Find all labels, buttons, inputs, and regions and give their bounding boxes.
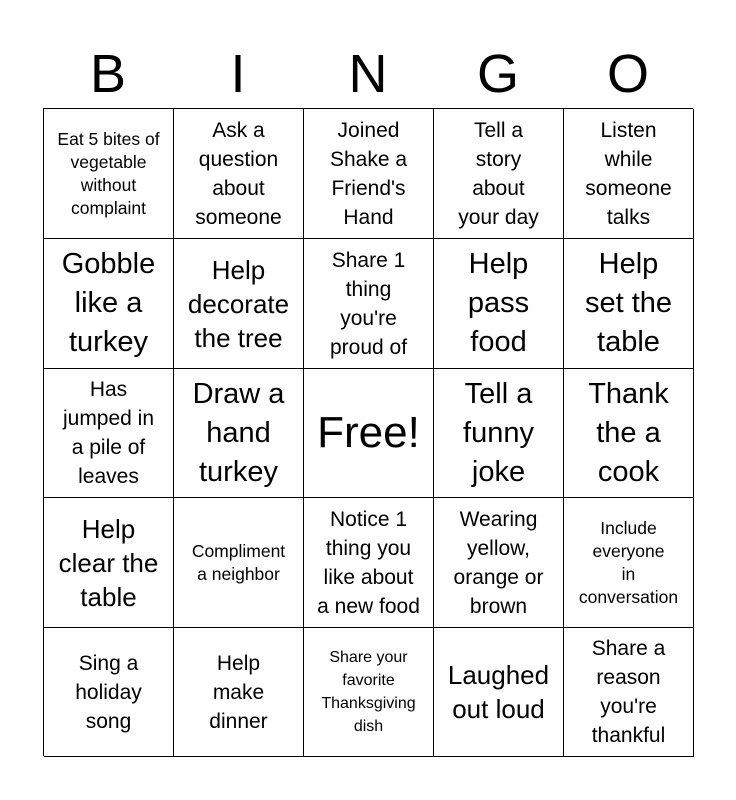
header-letter-n: N (348, 44, 388, 104)
header-letter-i: I (230, 44, 246, 104)
bingo-cell-r5c4[interactable] (434, 628, 564, 757)
bingo-cell-r3c4[interactable] (434, 369, 564, 498)
header-letter-o: O (606, 44, 649, 104)
bingo-cell-r5c3[interactable] (304, 628, 434, 757)
cell-text: Help pass food (467, 248, 530, 358)
bingo-grid (43, 108, 693, 756)
bingo-cell-r1c3[interactable] (304, 109, 434, 239)
cell-text: Listen while someone talks (585, 118, 672, 229)
bingo-cell-r4c4[interactable] (434, 498, 564, 628)
cell-text: Share your favorite Thanksgiving dish (321, 649, 416, 735)
bingo-cell-r2c2[interactable] (174, 239, 304, 369)
bingo-cell-r1c5[interactable] (564, 109, 694, 239)
bingo-cell-r3c2[interactable] (174, 369, 304, 498)
cell-text: Notice 1 thing you like about a new food (317, 507, 420, 618)
cell-text: Joined Shake a Friend's Hand (329, 118, 408, 229)
cell-text: Wearing yellow, orange or brown (453, 507, 544, 618)
cell-text: Help decorate the tree (187, 254, 290, 353)
cell-text: Draw a hand turkey (192, 377, 285, 488)
bingo-cell-r2c3[interactable] (304, 239, 434, 369)
bingo-cell-r4c1[interactable] (44, 498, 174, 628)
bingo-cell-r3c5[interactable] (564, 369, 694, 498)
cell-text: Gobble like a turkey (61, 248, 156, 358)
bingo-cell-r5c2[interactable] (174, 628, 304, 757)
cell-text: Help clear the table (58, 513, 159, 612)
cell-text: Include everyone in conversation (578, 517, 679, 607)
cell-text: Share 1 thing you're proud of (329, 248, 408, 359)
cell-text: Eat 5 bites of vegetable without complaint (57, 128, 160, 218)
cell-text: Laughed out loud (447, 660, 550, 724)
cell-text: Share a reason you're thankful (591, 637, 666, 747)
bingo-cell-r4c3[interactable] (304, 498, 434, 628)
bingo-cell-free[interactable] (304, 369, 434, 498)
cell-text: Tell a funny joke (463, 377, 534, 488)
free-space-text: Free! (317, 408, 420, 457)
bingo-cell-r5c5[interactable] (564, 628, 694, 757)
header-letter-b: B (89, 44, 127, 104)
cell-text: Help set the table (584, 248, 673, 358)
cell-text: Compliment a neighbor (191, 540, 286, 584)
bingo-cell-r1c4[interactable] (434, 109, 564, 239)
bingo-header (43, 40, 693, 108)
cell-text: Thank the a cook (588, 377, 669, 488)
cell-text: Has jumped in a pile of leaves (62, 378, 155, 488)
bingo-cell-r1c1[interactable] (44, 109, 174, 239)
bingo-cell-r4c5[interactable] (564, 498, 694, 628)
cell-text: Sing a holiday song (75, 651, 142, 733)
bingo-cell-r5c1[interactable] (44, 628, 174, 757)
cell-text: Help make dinner (209, 651, 268, 733)
bingo-cell-r1c2[interactable] (174, 109, 304, 239)
bingo-cell-r2c1[interactable] (44, 239, 174, 369)
cell-text: Ask a question about someone (195, 118, 282, 229)
header-letter-g: G (476, 44, 519, 104)
bingo-cell-r3c1[interactable] (44, 369, 174, 498)
bingo-cell-r2c5[interactable] (564, 239, 694, 369)
bingo-cell-r2c4[interactable] (434, 239, 564, 369)
bingo-cell-r4c2[interactable] (174, 498, 304, 628)
cell-text: Tell a story about your day (458, 118, 539, 229)
